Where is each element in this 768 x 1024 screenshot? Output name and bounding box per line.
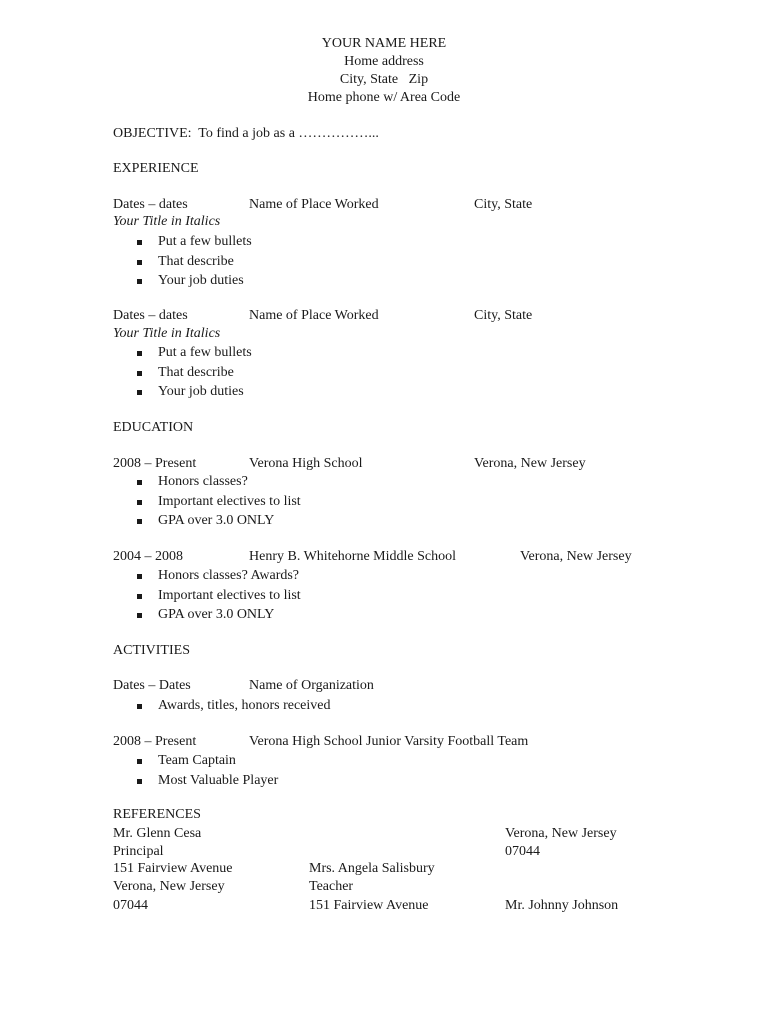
bullet-item: Most Valuable Player [113, 771, 278, 791]
job-location: City, State [474, 308, 533, 323]
reference-line: Verona, New Jersey [505, 826, 617, 841]
school-details-list [113, 472, 301, 531]
job-dates: Dates – dates [113, 197, 188, 212]
job-place: Name of Place Worked [249, 308, 379, 323]
school-name: Verona High School [249, 456, 363, 471]
reference-line: Mr. Johnny Johnson [505, 898, 619, 913]
job-duties-list [113, 232, 252, 291]
home-address: Home address [344, 54, 424, 69]
job-location: City, State [474, 197, 533, 212]
job-dates: Dates – dates [113, 308, 188, 323]
bullet-item: That describe [113, 363, 252, 383]
bullet-item: Awards, titles, honors received [113, 696, 331, 716]
reference-line: 151 Fairview Avenue [113, 861, 233, 876]
activity-name: Name of Organization [249, 678, 374, 693]
bullet-item: GPA over 3.0 ONLY [113, 605, 301, 625]
reference-line: 07044 [505, 844, 540, 859]
job-title: Your Title in Italics [113, 214, 221, 229]
bullet-item: Team Captain [113, 751, 278, 771]
resume-name: YOUR NAME HERE [321, 36, 447, 51]
experience-heading: EXPERIENCE [113, 161, 199, 176]
reference-line: 07044 [113, 898, 148, 913]
activity-dates: 2008 – Present [113, 734, 197, 749]
objective-line: OBJECTIVE: To find a job as a ……………... [113, 126, 379, 141]
school-location: Verona, New Jersey [474, 456, 586, 471]
reference-line: Mr. Glenn Cesa [113, 826, 202, 841]
job-duties-list [113, 343, 252, 402]
activity-details-list [113, 751, 278, 790]
school-name: Henry B. Whitehorne Middle School [249, 549, 456, 564]
school-location: Verona, New Jersey [520, 549, 632, 564]
bullet-item: GPA over 3.0 ONLY [113, 511, 301, 531]
school-dates: 2008 – Present [113, 456, 197, 471]
reference-line: Verona, New Jersey [113, 879, 225, 894]
bullet-item: Important electives to list [113, 492, 301, 512]
school-details-list [113, 566, 301, 625]
bullet-item: Your job duties [113, 382, 252, 402]
reference-line: 151 Fairview Avenue [309, 898, 429, 913]
activity-details-list [113, 696, 331, 716]
activity-name: Verona High School Junior Varsity Football Team [249, 734, 529, 749]
job-title: Your Title in Italics [113, 326, 221, 341]
school-dates: 2004 – 2008 [113, 549, 183, 564]
bullet-item: Your job duties [113, 271, 252, 291]
bullet-item: Honors classes? [113, 472, 301, 492]
bullet-item: Put a few bullets [113, 343, 252, 363]
reference-line: Mrs. Angela Salisbury [309, 861, 435, 876]
activities-heading: ACTIVITIES [113, 643, 190, 658]
job-place: Name of Place Worked [249, 197, 379, 212]
reference-line: Principal [113, 844, 164, 859]
city-state-zip: City, State Zip [339, 72, 429, 87]
reference-line: Teacher [309, 879, 354, 894]
home-phone: Home phone w/ Area Code [307, 90, 461, 105]
bullet-item: Put a few bullets [113, 232, 252, 252]
education-heading: EDUCATION [113, 420, 194, 435]
bullet-item: That describe [113, 252, 252, 272]
activity-dates: Dates – Dates [113, 678, 191, 693]
bullet-item: Important electives to list [113, 586, 301, 606]
references-heading: REFERENCES [113, 807, 201, 822]
bullet-item: Honors classes? Awards? [113, 566, 301, 586]
